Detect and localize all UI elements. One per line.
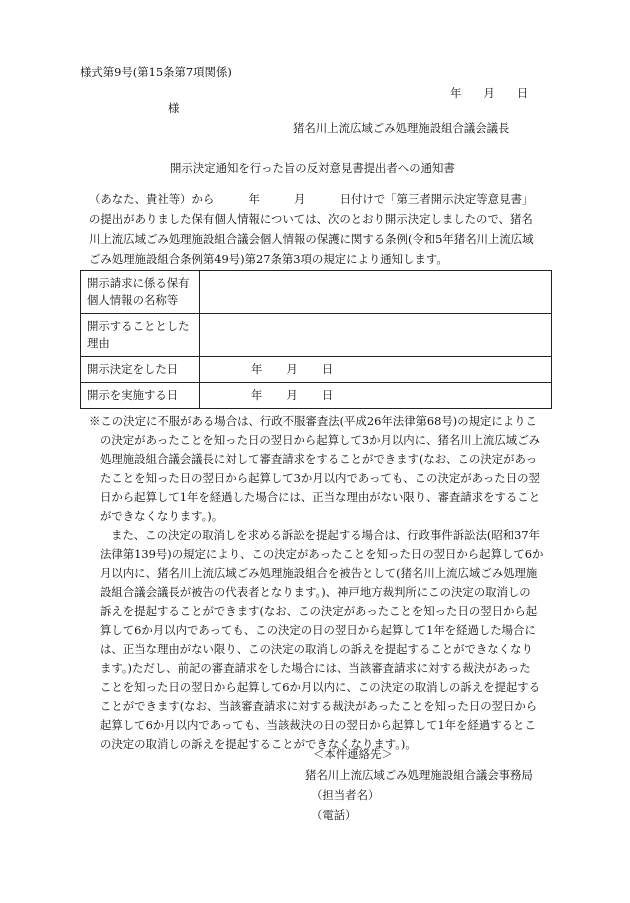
decision-month-label: 月 — [286, 361, 298, 376]
decision-year-label: 年 — [251, 361, 263, 376]
table-row — [81, 383, 552, 409]
row-label-line: 個人情報の名称等 — [87, 293, 179, 307]
note-line: 法律第139号)の規定により、この決定があったことを知った日の翌日から起算して6か — [100, 547, 544, 561]
table-row — [81, 314, 552, 357]
row-label-line: 開示することとした — [87, 319, 190, 333]
form-number: 様式第9号(第15条第7項関係) — [80, 65, 232, 79]
row-label-reason — [81, 314, 200, 357]
note-line: たことを知った日の翌日から起算して3か月以内であっても、この決定があった日の翌 — [100, 471, 540, 485]
intro-line: 川上流広域ごみ処理施設組合議会個人情報の保護に関する条例(令和5年猪名川上流広域 — [89, 232, 534, 246]
contact-phone: （電話） — [311, 808, 357, 822]
table-row — [81, 357, 552, 383]
note-line: の決定があったことを知った日の翌日から起算して3か月以内に、猪名川上流広域ごみ — [100, 433, 540, 447]
note-line: ます。)ただし、前記の審査請求をした場合には、当該審査請求に対する裁決があった — [100, 661, 531, 675]
addressee: 様 — [168, 101, 180, 115]
row-label-decision-date: 開示決定をした日 — [81, 357, 200, 383]
note-line: また、この決定の取消しを求める訴訟を提起する場合は、行政事件訴訟法(昭和37年 — [111, 528, 541, 542]
note-line: 訴えを提起することができます(なお、この決定があったことを知った日の翌日から起 — [100, 604, 538, 618]
date-day-label: 日 — [516, 86, 529, 100]
contact-organization: 猪名川上流広域ごみ処理施設組合議会事務局 — [305, 768, 533, 782]
note-line: は、正当な理由がない限り、この決定の取消しの訴えを提起することができなくなり — [100, 642, 533, 656]
note-line: 日から起算して1年を経過した場合には、正当な理由がない限り、審査請求をすること — [100, 490, 541, 504]
row-label-implementation-date: 開示を実施する日 — [81, 383, 200, 409]
row-value-info-name — [200, 271, 552, 314]
note-line: 算して6か月以内であっても、この決定の日の翌日から起算して1年を経過した場合に — [100, 623, 536, 637]
note-line: ができなくなります。)。 — [100, 509, 224, 523]
decision-day-label: 日 — [321, 361, 334, 376]
contact-heading: ＜本件連絡先＞ — [313, 747, 393, 761]
note-line: の決定の取消しの訴えを提起することができなくなります。)。 — [100, 737, 417, 751]
row-label-line: 理由 — [87, 336, 110, 350]
implementation-year-label: 年 — [251, 387, 263, 402]
note-line: ことができます(なお、当該審査請求に対する裁決があったことを知った日の翌日から — [100, 699, 538, 713]
note-line: ※この決定に不服がある場合は、行政不服審査法(平成26年法律第68号)の規定によりこ — [89, 414, 537, 428]
issue-date — [450, 88, 528, 99]
intro-line: （あなた、貴社等）から 年 月 日付けで「第三者開示決定等意見書」 — [89, 192, 534, 206]
implementation-day-label: 日 — [321, 387, 334, 402]
note-line: 設組合議会議長が被告の代表者となります。)、神戸地方裁判所にこの決定の取消しの — [100, 585, 531, 599]
sender: 猪名川上流広域ごみ処理施設組合議会議長 — [293, 121, 510, 135]
row-label-line: 開示請求に係る保有 — [87, 276, 190, 290]
row-value-reason — [200, 314, 552, 357]
intro-line: ごみ処理施設組合条例第49号)第27条第3項の規定により通知します。 — [89, 252, 448, 266]
note-line: 処理施設組合議会議長に対して審査請求をすることができます(なお、この決定があっ — [100, 452, 538, 466]
implementation-month-label: 月 — [286, 387, 298, 402]
table-row — [81, 271, 552, 314]
appeal-notice — [89, 412, 559, 754]
row-label-info-name — [81, 271, 200, 314]
note-line: ことを知った日の翌日から起算して6か月以内に、この決定の取消しの訴えを提起する — [100, 680, 541, 694]
note-line: 月以内に、猪名川上流広域ごみ処理施設組合を被告として(猪名川上流広域ごみ処理施 — [100, 566, 538, 580]
row-value-implementation-date — [200, 383, 552, 409]
note-line: 起算して6か月以内であっても、当該裁決の日の翌日から起算して1年を経過するとこ — [100, 718, 536, 732]
date-month-label: 月 — [483, 86, 495, 100]
intro-line: の提出がありました保有個人情報については、次のとおり開示決定しましたので、猪名 — [89, 212, 533, 226]
intro-paragraph — [89, 189, 559, 269]
document-title: 開示決定通知を行った旨の反対意見書提出者への通知書 — [170, 161, 455, 175]
disclosure-table — [80, 270, 552, 409]
row-value-decision-date — [200, 357, 552, 383]
contact-person: （担当者名） — [311, 788, 380, 802]
date-year-label: 年 — [450, 86, 462, 100]
